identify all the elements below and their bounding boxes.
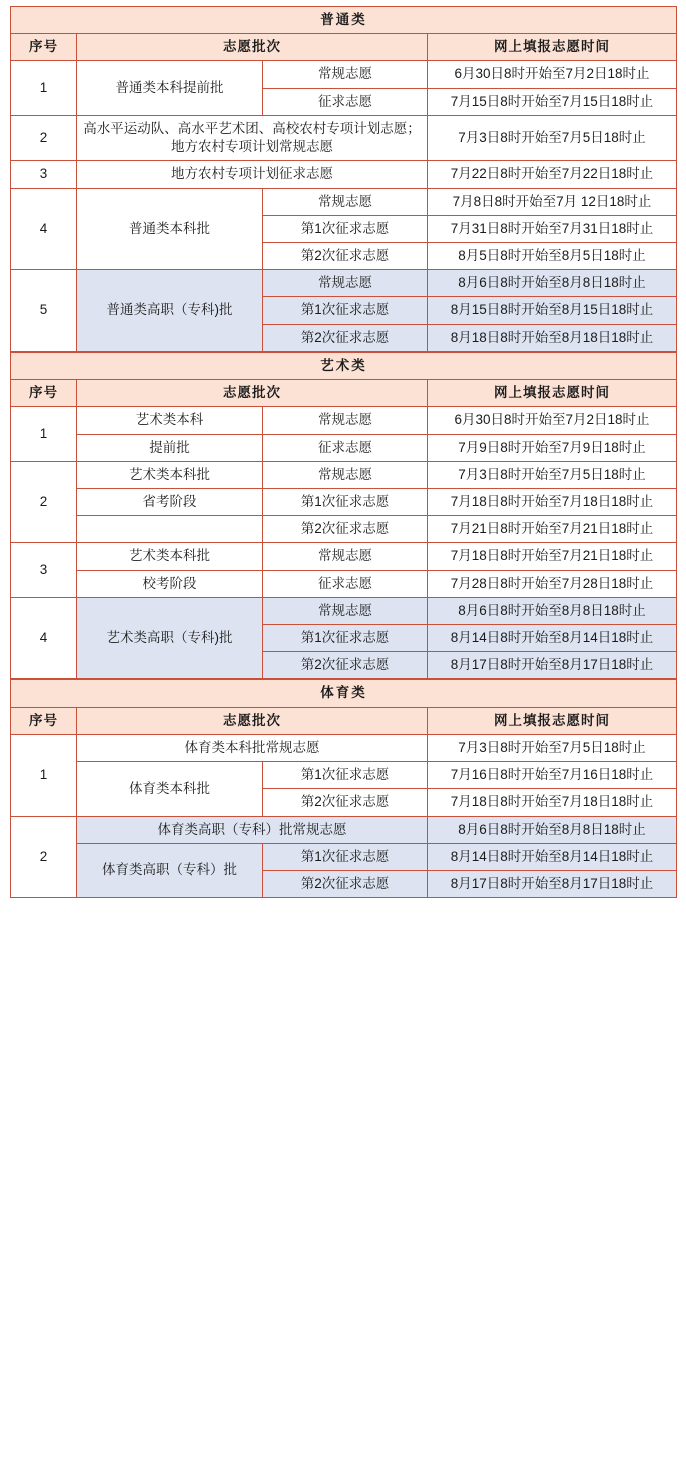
row-number: 2 <box>11 461 77 543</box>
row-subitem: 征求志愿 <box>263 434 428 461</box>
row-subitem: 常规志愿 <box>263 61 428 88</box>
row-batch: 普通类本科批 <box>77 188 263 270</box>
table-row <box>11 161 677 188</box>
row-subitem: 第1次征求志愿 <box>263 843 428 870</box>
table-row <box>11 762 677 789</box>
table-row <box>11 270 677 297</box>
row-time: 8月18日8时开始至8月18日18时止 <box>428 324 677 351</box>
row-subitem: 第1次征求志愿 <box>263 625 428 652</box>
table-row <box>11 434 677 461</box>
table-row <box>11 461 677 488</box>
row-subitem: 征求志愿 <box>263 570 428 597</box>
header-num: 序号 <box>11 34 77 61</box>
section-title: 体育类 <box>11 680 677 707</box>
table-row <box>11 188 677 215</box>
row-number: 1 <box>11 407 77 461</box>
row-time: 7月28日8时开始至7月28日18时止 <box>428 570 677 597</box>
row-subitem: 常规志愿 <box>263 597 428 624</box>
row-subitem: 第2次征求志愿 <box>263 789 428 816</box>
section-title-row <box>11 680 677 707</box>
row-batch: 普通类本科提前批 <box>77 61 263 115</box>
row-time: 6月30日8时开始至7月2日18时止 <box>428 61 677 88</box>
row-number: 2 <box>11 115 77 160</box>
row-batch: 提前批 <box>77 434 263 461</box>
header-time: 网上填报志愿时间 <box>428 380 677 407</box>
section-title: 普通类 <box>11 7 677 34</box>
row-time: 8月14日8时开始至8月14日18时止 <box>428 843 677 870</box>
row-number: 5 <box>11 270 77 352</box>
row-subitem: 第2次征求志愿 <box>263 324 428 351</box>
row-number: 3 <box>11 161 77 188</box>
row-subitem: 常规志愿 <box>263 543 428 570</box>
row-batch: 体育类高职（专科）批常规志愿 <box>77 816 428 843</box>
row-subitem: 常规志愿 <box>263 407 428 434</box>
row-batch: 普通类高职（专科)批 <box>77 270 263 352</box>
row-time: 7月18日8时开始至7月18日18时止 <box>428 488 677 515</box>
row-subitem: 常规志愿 <box>263 270 428 297</box>
row-subitem: 第1次征求志愿 <box>263 215 428 242</box>
row-batch: 校考阶段 <box>77 570 263 597</box>
row-subitem: 第1次征求志愿 <box>263 488 428 515</box>
row-number: 1 <box>11 734 77 816</box>
table-row <box>11 597 677 624</box>
section-title: 艺术类 <box>11 352 677 379</box>
row-time: 7月3日8时开始至7月5日18时止 <box>428 115 677 160</box>
row-time: 7月15日8时开始至7月15日18时止 <box>428 88 677 115</box>
header-time: 网上填报志愿时间 <box>428 34 677 61</box>
row-batch: 省考阶段 <box>77 488 263 515</box>
row-time: 7月3日8时开始至7月5日18时止 <box>428 461 677 488</box>
row-time: 8月17日8时开始至8月17日18时止 <box>428 871 677 898</box>
row-time: 7月18日8时开始至7月18日18时止 <box>428 789 677 816</box>
row-subitem: 第2次征求志愿 <box>263 652 428 679</box>
row-time: 8月17日8时开始至8月17日18时止 <box>428 652 677 679</box>
row-subitem: 第2次征求志愿 <box>263 516 428 543</box>
row-batch <box>77 516 263 543</box>
column-header-row <box>11 34 677 61</box>
row-time: 7月22日8时开始至7月22日18时止 <box>428 161 677 188</box>
column-header-row <box>11 380 677 407</box>
row-time: 8月6日8时开始至8月8日18时止 <box>428 816 677 843</box>
row-subitem: 第2次征求志愿 <box>263 242 428 269</box>
header-batch: 志愿批次 <box>77 34 428 61</box>
table-row <box>11 115 677 160</box>
row-time: 7月31日8时开始至7月31日18时止 <box>428 215 677 242</box>
row-subitem: 常规志愿 <box>263 461 428 488</box>
table-row <box>11 843 677 870</box>
row-batch: 高水平运动队、高水平艺术团、高校农村专项计划志愿；地方农村专项计划常规志愿 <box>77 115 428 160</box>
row-batch: 艺术类本科批 <box>77 543 263 570</box>
row-subitem: 第2次征求志愿 <box>263 871 428 898</box>
row-batch: 艺术类本科 <box>77 407 263 434</box>
row-time: 7月8日8时开始至7月 12日18时止 <box>428 188 677 215</box>
row-number: 1 <box>11 61 77 115</box>
header-num: 序号 <box>11 380 77 407</box>
row-time: 8月6日8时开始至8月8日18时止 <box>428 597 677 624</box>
header-batch: 志愿批次 <box>77 707 428 734</box>
table-row <box>11 570 677 597</box>
row-number: 3 <box>11 543 77 597</box>
column-header-row <box>11 707 677 734</box>
row-subitem: 常规志愿 <box>263 188 428 215</box>
row-number: 2 <box>11 816 77 898</box>
row-time: 7月9日8时开始至7月9日18时止 <box>428 434 677 461</box>
row-batch: 体育类本科批常规志愿 <box>77 734 428 761</box>
row-time: 8月14日8时开始至8月14日18时止 <box>428 625 677 652</box>
row-time: 6月30日8时开始至7月2日18时止 <box>428 407 677 434</box>
row-number: 4 <box>11 188 77 270</box>
header-batch: 志愿批次 <box>77 380 428 407</box>
table-row <box>11 407 677 434</box>
table-row <box>11 488 677 515</box>
row-time: 8月15日8时开始至8月15日18时止 <box>428 297 677 324</box>
row-batch: 艺术类高职（专科)批 <box>77 597 263 679</box>
row-batch: 体育类本科批 <box>77 762 263 816</box>
row-time: 8月6日8时开始至8月8日18时止 <box>428 270 677 297</box>
table-row <box>11 543 677 570</box>
table-row <box>11 816 677 843</box>
header-time: 网上填报志愿时间 <box>428 707 677 734</box>
row-subitem: 第1次征求志愿 <box>263 297 428 324</box>
row-subitem: 第1次征求志愿 <box>263 762 428 789</box>
header-num: 序号 <box>11 707 77 734</box>
section-title-row <box>11 352 677 379</box>
row-batch: 体育类高职（专科）批 <box>77 843 263 897</box>
section-table-putong <box>10 6 677 352</box>
section-title-row <box>11 7 677 34</box>
row-time: 7月3日8时开始至7月5日18时止 <box>428 734 677 761</box>
table-row <box>11 61 677 88</box>
row-time: 8月5日8时开始至8月5日18时止 <box>428 242 677 269</box>
row-time: 7月18日8时开始至7月21日18时止 <box>428 543 677 570</box>
row-number: 4 <box>11 597 77 679</box>
row-batch: 艺术类本科批 <box>77 461 263 488</box>
row-time: 7月16日8时开始至7月16日18时止 <box>428 762 677 789</box>
row-batch: 地方农村专项计划征求志愿 <box>77 161 428 188</box>
section-table-yishu <box>10 352 677 680</box>
section-table-tiyu <box>10 679 677 898</box>
table-row <box>11 516 677 543</box>
table-row <box>11 734 677 761</box>
row-time: 7月21日8时开始至7月21日18时止 <box>428 516 677 543</box>
row-subitem: 征求志愿 <box>263 88 428 115</box>
